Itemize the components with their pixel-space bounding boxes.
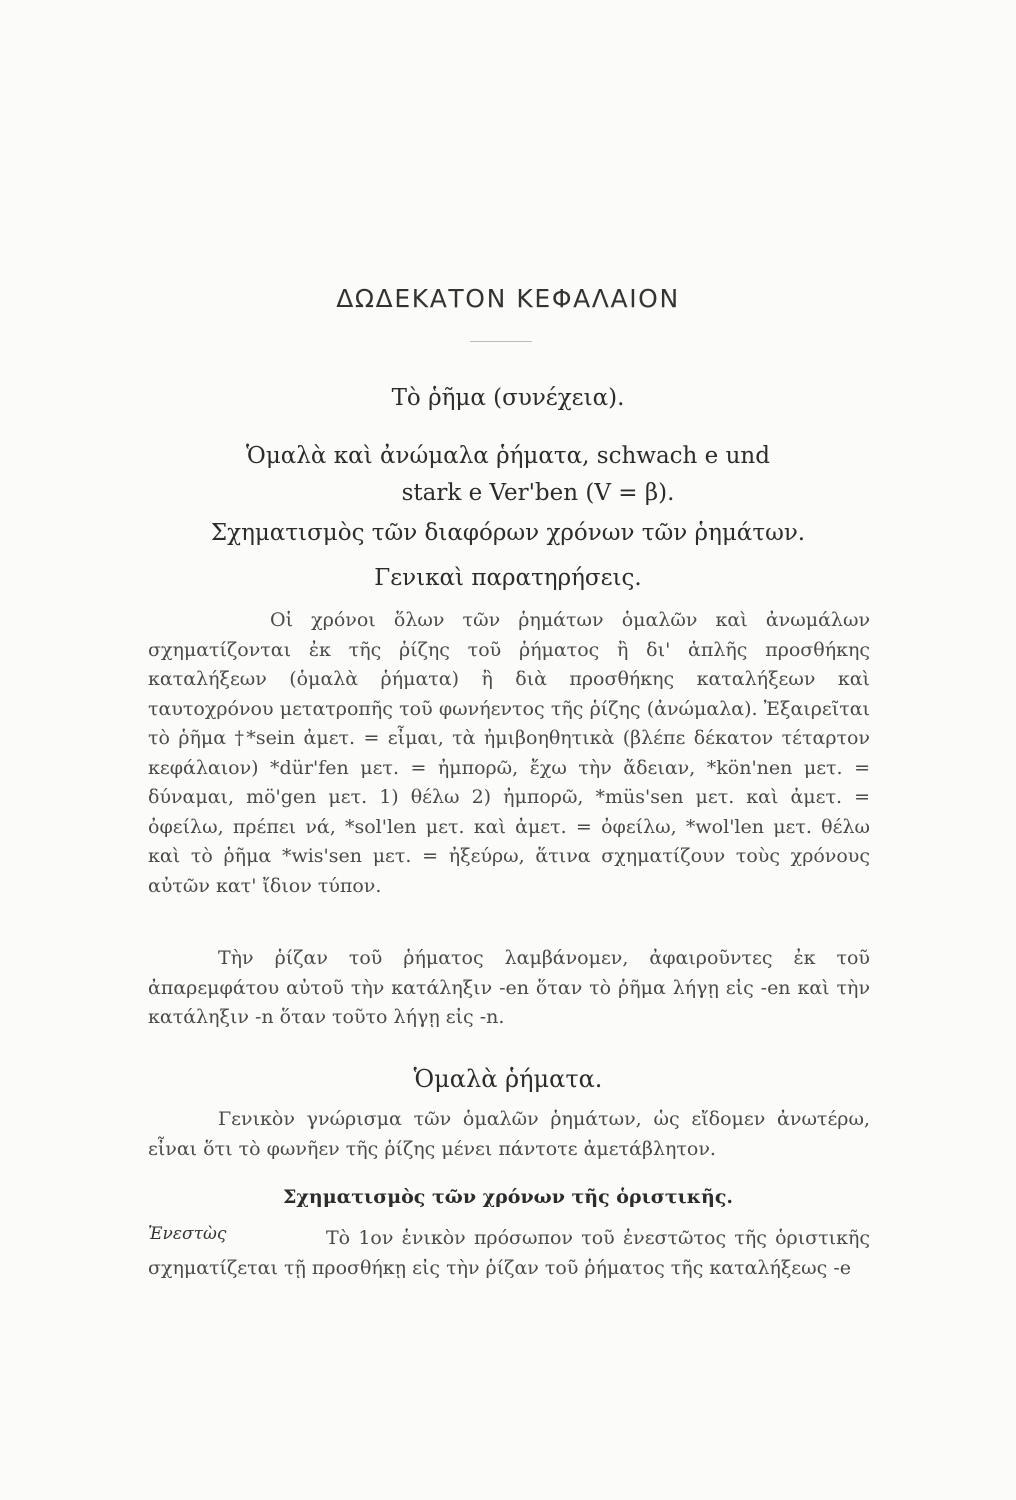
subheading-general-remarks: Γενικαὶ παρατηρήσεις.: [374, 565, 642, 591]
paragraph-present: Τὸ 1ον ἑνικὸν πρόσωπον τοῦ ἐνεστῶτος τῆς ὁριστικῆς σχηματίζεται τῇ προσθήκῃ εἰς τὴν ῥίζαν τοῦ ῥήματος τῆς καταλήξεως -e: [148, 1227, 870, 1279]
paragraph-regular: Γενικὸν γνώρισμα τῶν ὁμαλῶν ῥημάτων, ὡς εἴδομεν ἀνωτέρω, εἶναι ὅτι τὸ φωνῆεν τῆς ῥίζης μένει πάντοτε ἀμετάβλητον.: [148, 1108, 870, 1160]
subheading-indicative-tenses: Σχηματισμὸς τῶν χρόνων τῆς ὁριστικῆς.: [282, 1186, 734, 1208]
chapter-title: ΔΩΔΕΚΑΤΟΝ ΚΕΦΑΛΑΙΟΝ: [336, 284, 680, 313]
subheading-regular-verbs: Ὁμαλὰ ῥήματα.: [413, 1065, 603, 1093]
paragraph-root: Τὴν ῥίζαν τοῦ ῥήματος λαμβάνομεν, ἀφαιροῦντες ἐκ τοῦ ἀπαρεμφάτου αὐτοῦ τὴν κατάληξιν -en ὅταν τὸ ῥῆμα λήγῃ εἰς -en καὶ τὴν κατάληξιν -n ὅταν τοῦτο λήγῃ εἰς -n.: [148, 947, 870, 1028]
margin-note-present: Ἐνεστὼς: [148, 1224, 227, 1244]
subheading-line-1: Ὁμαλὰ καὶ ἀνώμαλα ῥήματα, schwach e und: [246, 443, 770, 469]
section-heading: Τὸ ῥῆμα (συνέχεια).: [391, 385, 625, 411]
subheading-line-2: stark e Ver'ben (V = β).: [401, 480, 675, 506]
paragraph-general: Οἱ χρόνοι ὅλων τῶν ῥημάτων ὁμαλῶν καὶ ἀνωμάλων σχηματίζονται ἐκ τῆς ῥίζης τοῦ ῥήματος ἢ δι' ἁπλῆς προσθήκης καταλήξεων (ὁμαλὰ ῥήματα) ἢ διὰ προσθήκης καταλήξεων καὶ ταυτοχρόνου μετατροπῆς τοῦ φωνήεντος τῆς ῥίζης (ἀνώμαλα). Ἐξαιρεῖται τὸ ῥῆμα †*sein ἀμετ. = εἶμαι, τὰ ἠμιβοηθητικὰ (βλέπε δέκατον τέταρτον κεφάλαιον) *dür'fen μετ. = ἠμπορῶ, ἔχω τὴν ἄδειαν, *kön'nen μετ. = δύναμαι, mö'gen μετ. 1) θέλω 2) ἠμπορῶ, *müs'sen μετ. καὶ ἀμετ. = ὀφείλω, πρέπει νά, *sol'len μετ. καὶ ἀμετ. = ὀφείλω, *wol'len μετ. θέλω καὶ τὸ ῥῆμα *wis'sen μετ. = ἠξεύρω, ἅτινα σχηματίζουν τοὺς χρόνους αὐτῶν κατ' ἴδιον τύπον.: [148, 609, 870, 897]
divider-rule: [470, 341, 532, 342]
subheading-formation: Σχηματισμὸς τῶν διαφόρων χρόνων τῶν ῥημάτων.: [210, 520, 806, 546]
